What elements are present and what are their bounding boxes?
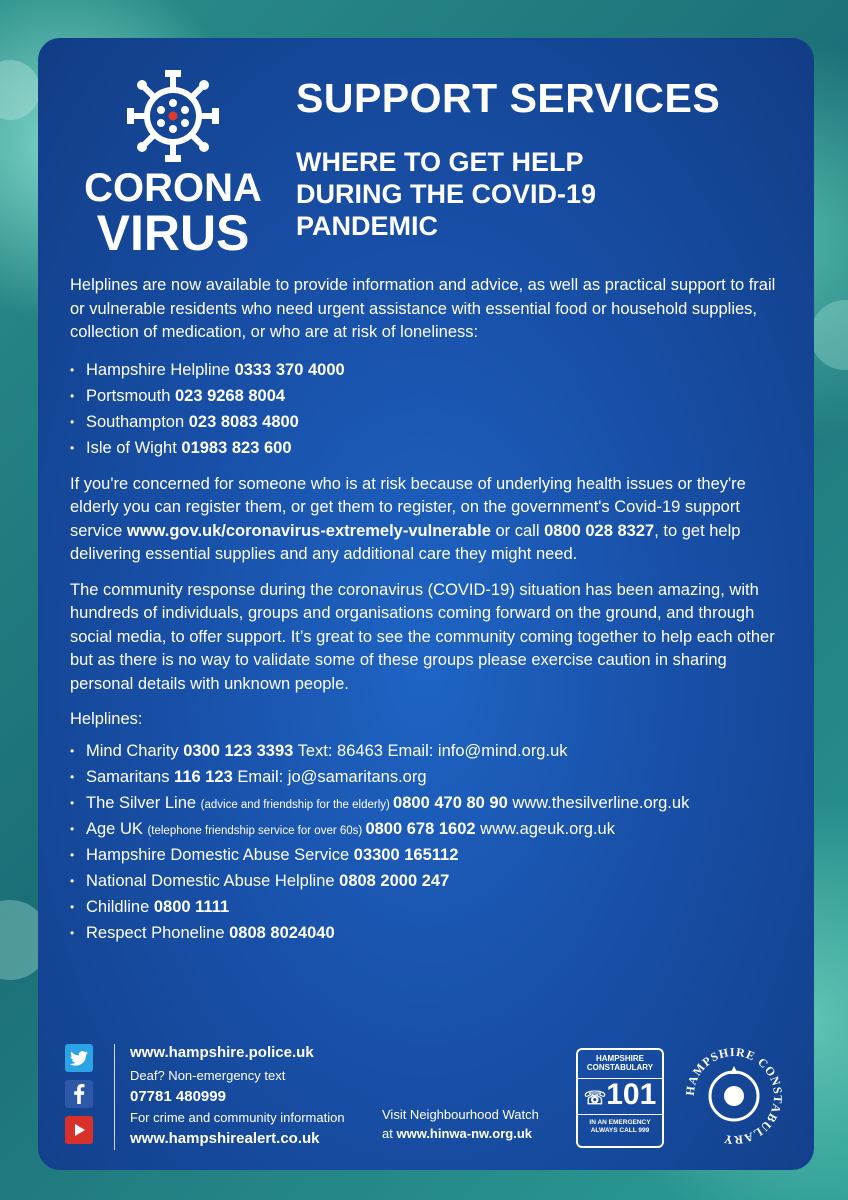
twitter-icon[interactable] <box>65 1044 93 1072</box>
contact-column <box>130 1042 380 1149</box>
deaf-text-label: Deaf? Non-emergency text <box>130 1068 286 1083</box>
crest-icon <box>682 1044 786 1148</box>
logo-corona-text: CORONA <box>84 166 262 210</box>
phone-number: 0808 2000 247 <box>339 871 450 890</box>
badge-bottom-text: IN AN EMERGENCY ALWAYS CALL 999 <box>589 1119 651 1134</box>
deaf-text-number: 07781 480999 <box>130 1088 226 1105</box>
vulnerable-paragraph: If you're concerned for someone who is at risk because of underlying health issues or they're elderly you can register them, or get them to register, on the government's Covid-19 support service www.gov.uk/coronavirus-extremely-vulnerable or call 0800 028 8327, to get help delivering essential supplies and any additional care they might need. <box>70 474 746 563</box>
list-item: • Age UK (telephone friendship service for over 60s) 0800 678 1602 www.ageuk.org.uk <box>70 816 790 842</box>
local-helpline-list <box>70 357 790 461</box>
coronavirus-logo <box>78 68 268 261</box>
body-content <box>70 274 790 958</box>
list-item: • Southampton 023 8083 4800 <box>70 409 790 435</box>
constabulary-crest <box>682 1044 786 1148</box>
phone-number: 0800 470 80 90 <box>393 793 508 812</box>
non-emergency-101-badge <box>576 1048 664 1148</box>
list-item: • Hampshire Domestic Abuse Service 03300 165112 <box>70 842 790 868</box>
badge-top-text: HAMPSHIRE CONSTABULARY <box>586 1054 654 1072</box>
footer-divider <box>114 1044 115 1150</box>
alert-website-link[interactable]: www.hampshirealert.co.uk <box>130 1130 320 1147</box>
page-title: SUPPORT SERVICES <box>296 75 721 121</box>
list-item: • The Silver Line (advice and friendship for the elderly) 0800 470 80 90 www.thesilverline.org.uk <box>70 790 790 816</box>
background-virus-decoration <box>0 60 40 120</box>
nw-label: Visit Neighbourhood Watch <box>382 1107 539 1122</box>
support-card <box>38 38 814 1170</box>
nw-website-link[interactable]: www.hinwa-nw.org.uk <box>396 1126 533 1141</box>
badge-number: ☏101 <box>578 1078 662 1115</box>
crest-text: HAMPSHIRE CONSTABULARY <box>682 1044 786 1148</box>
virus-center-dot <box>169 112 178 121</box>
list-item: • National Domestic Abuse Helpline 0808 2000 247 <box>70 868 790 894</box>
police-website-link[interactable]: www.hampshire.police.uk <box>130 1044 314 1061</box>
virus-icon <box>118 68 228 168</box>
phone-number: 03300 165112 <box>353 845 459 864</box>
footer <box>38 1038 814 1170</box>
gov-link[interactable]: www.gov.uk/coronavirus-extremely-vulnerable <box>126 521 491 540</box>
page-subtitle: WHERE TO GET HELP DURING THE COVID-19 PANDEMIC <box>296 147 597 241</box>
phone-number: 023 9268 8004 <box>174 386 286 405</box>
social-links <box>65 1044 93 1152</box>
crime-info-label: For crime and community information <box>130 1110 345 1125</box>
list-item: • Respect Phoneline 0808 8024040 <box>70 920 790 946</box>
phone-number: 0800 678 1602 <box>365 819 476 838</box>
phone-number: 023 8083 4800 <box>188 412 299 431</box>
intro-paragraph: Helplines are now available to provide information and advice, as well as practical support to frail or vulnerable residents who need urgent assistance with essential food or household supplies, collection of medication, or who are at risk of loneliness: <box>70 276 776 341</box>
list-item: • Mind Charity 0300 123 3393 Text: 86463 Email: info@mind.org.uk <box>70 738 790 764</box>
list-item: • Portsmouth 023 9268 8004 <box>70 383 790 409</box>
list-item: • Childline 0800 1111 <box>70 894 790 920</box>
phone-icon: ☏ <box>583 1088 607 1108</box>
phone-number: 116 123 <box>174 767 233 786</box>
facebook-icon[interactable] <box>65 1080 93 1108</box>
phone-number: 0808 8024040 <box>229 923 335 942</box>
community-paragraph: The community response during the coronavirus (COVID-19) situation has been amazing, with hundreds of individuals, groups and organisations coming forward on the ground, and through social media, to offer support. It’s great to see the community coming together to help each other but as there is no way to validate some of these groups please exercise caution in sharing personal details with unknown people. <box>70 580 775 693</box>
helpline-list <box>70 738 790 946</box>
phone-number: 0800 028 8327 <box>544 521 655 540</box>
list-item: • Hampshire Helpline 0333 370 4000 <box>70 357 790 383</box>
youtube-icon[interactable] <box>65 1116 93 1144</box>
list-item: • Samaritans 116 123 Email: jo@samaritans.org <box>70 764 790 790</box>
helplines-heading: Helplines: <box>70 710 143 728</box>
phone-number: 0333 370 4000 <box>234 360 345 379</box>
background-virus-decoration <box>810 300 848 370</box>
neighbourhood-watch: Visit Neighbourhood Watch at www.hinwa-nw.org.uk <box>382 1107 539 1141</box>
phone-number: 0800 1111 <box>153 897 230 916</box>
list-item: • Isle of Wight 01983 823 600 <box>70 435 790 461</box>
logo-virus-text: VIRUS <box>96 205 250 261</box>
phone-number: 01983 823 600 <box>181 438 292 457</box>
phone-number: 0300 123 3393 <box>183 741 294 760</box>
